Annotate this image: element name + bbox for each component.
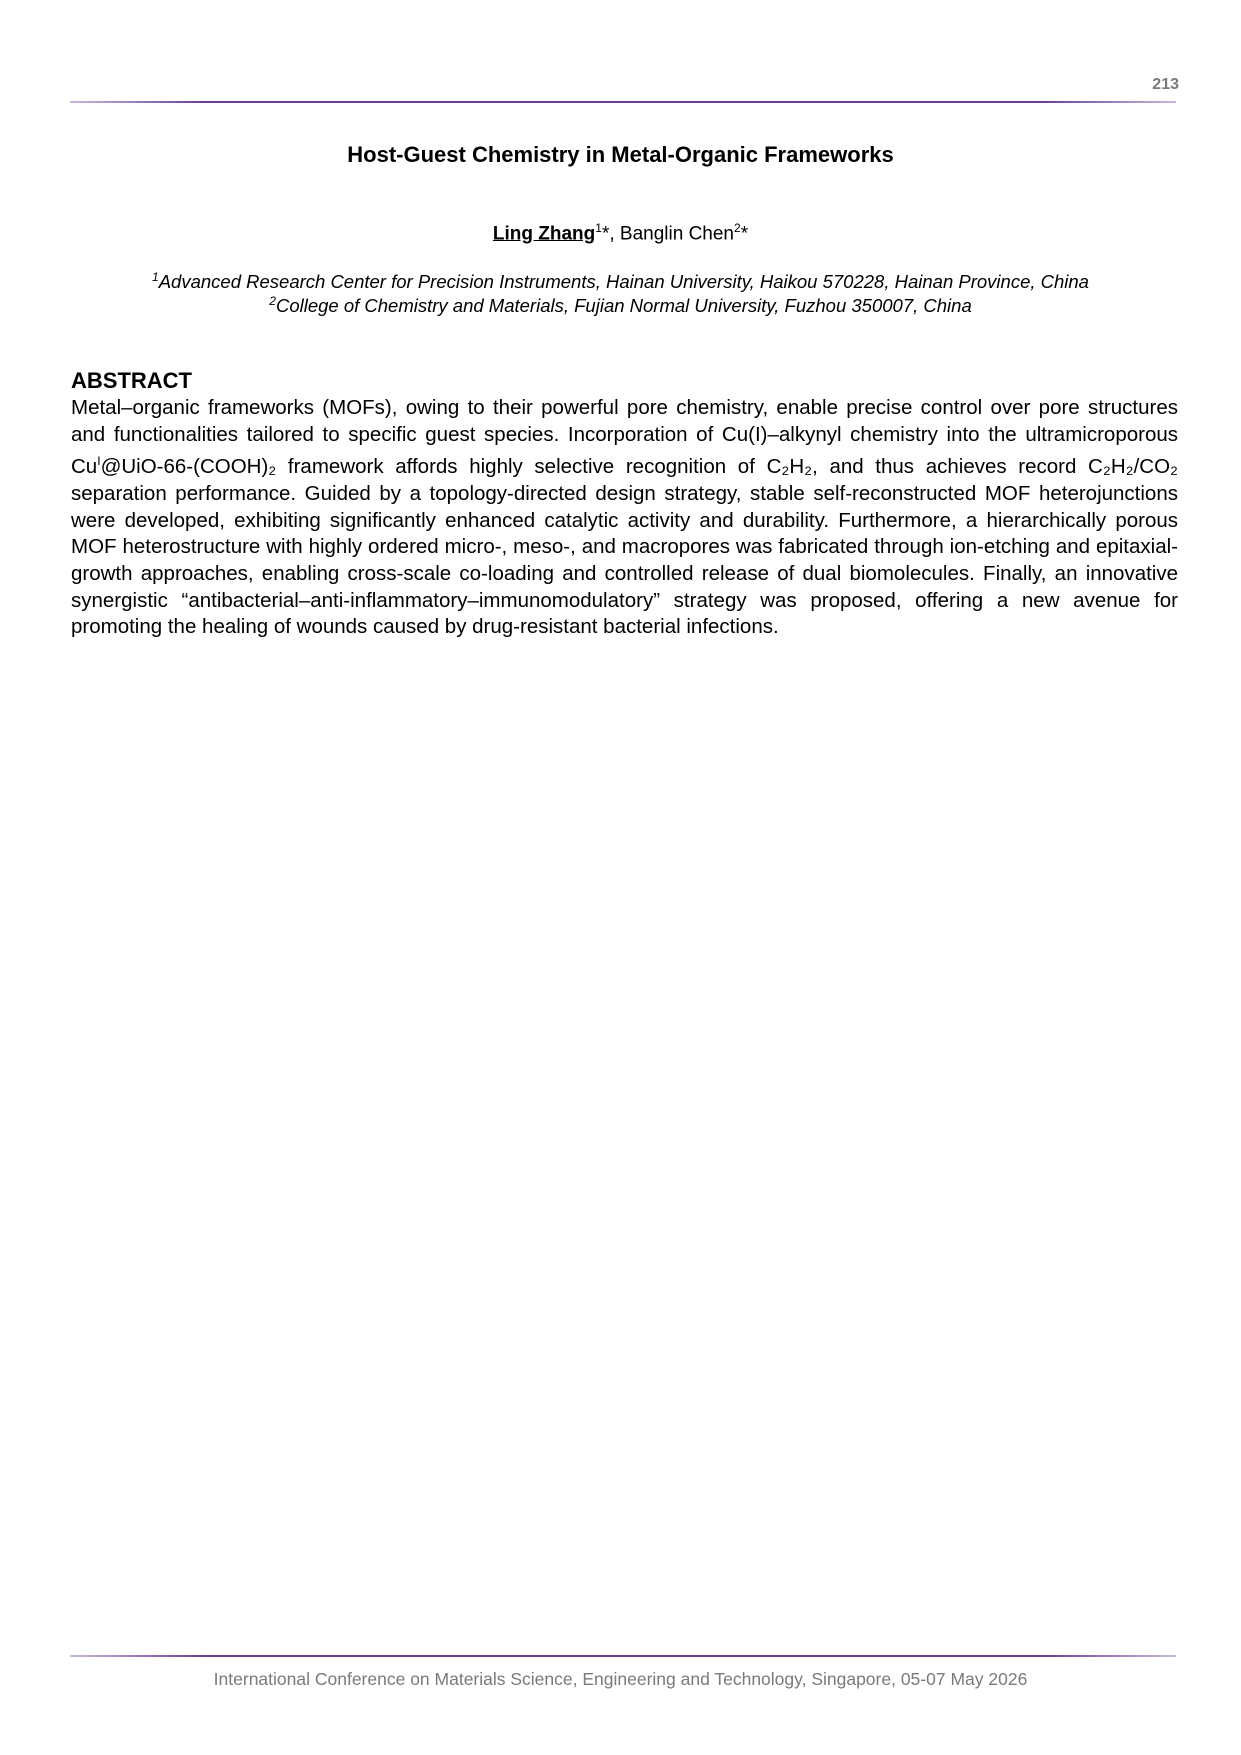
corresponding-mark: * bbox=[740, 223, 749, 245]
affiliation-mark: 2 bbox=[269, 294, 276, 308]
abstract-text-part-2: @UiO-66-(COOH)₂ framework affords highly selective recognition of C₂H₂, and thus achieves record C₂H₂/CO₂ separation performance. Guided by a topology-directed design strategy, stable self-reconstructed MOF heterojunctions were developed, exhibiting significantly enhanced catalytic activity and durability. Furthermore, a hierarchically porous MOF heterostructure with highly ordered micro-, meso-, and macropores was fabricated through ion-etching and epitaxial-growth approaches, enabling cross-scale co-loading and controlled release of dual biomolecules. Finally, an innovative synergistic “antibacterial–anti-inflammatory–immunomodulatory” strategy was proposed, offering a new avenue for promoting the healing of wounds caused by drug-resistant bacterial infections. bbox=[71, 455, 1178, 639]
oxidation-state-mark: I bbox=[97, 454, 101, 469]
conference-footer: International Conference on Materials Science, Engineering and Technology, Singapore, 05-07 May 2026 bbox=[213, 1669, 1028, 1689]
author-affil-mark: 2 bbox=[734, 221, 741, 235]
affiliation-text: Advanced Research Center for Precision Instruments, Hainan University, Haikou 570228, Hainan Province, China bbox=[158, 271, 1089, 293]
affiliation-2 bbox=[0, 294, 1241, 317]
author-affil-mark: 1 bbox=[595, 221, 602, 235]
author-list bbox=[0, 221, 1241, 245]
corresponding-mark: *, bbox=[601, 223, 620, 245]
co-author: Banglin Chen bbox=[619, 223, 734, 245]
abstract-heading: ABSTRACT bbox=[71, 368, 192, 393]
header-rule bbox=[70, 101, 1176, 103]
paper-title: Host-Guest Chemistry in Metal-Organic Frameworks bbox=[347, 142, 894, 167]
affiliation-mark: 1 bbox=[152, 270, 159, 284]
abstract-text-part-1: Metal–organic frameworks (MOFs), owing to their powerful pore chemistry, enable precise control over pore structures and functionalities tailored to specific guest species. Incorporation of Cu(I)–alkynyl chemistry into the ultramicroporous Cu bbox=[71, 396, 1178, 479]
footer-rule bbox=[70, 1655, 1176, 1657]
page-number: 213 bbox=[1152, 76, 1179, 93]
affiliation-text: College of Chemistry and Materials, Fujian Normal University, Fuzhou 350007, China bbox=[275, 295, 972, 317]
affiliation-1 bbox=[0, 270, 1241, 293]
presenting-author: Ling Zhang bbox=[492, 223, 596, 245]
abstract-body bbox=[71, 395, 1178, 641]
